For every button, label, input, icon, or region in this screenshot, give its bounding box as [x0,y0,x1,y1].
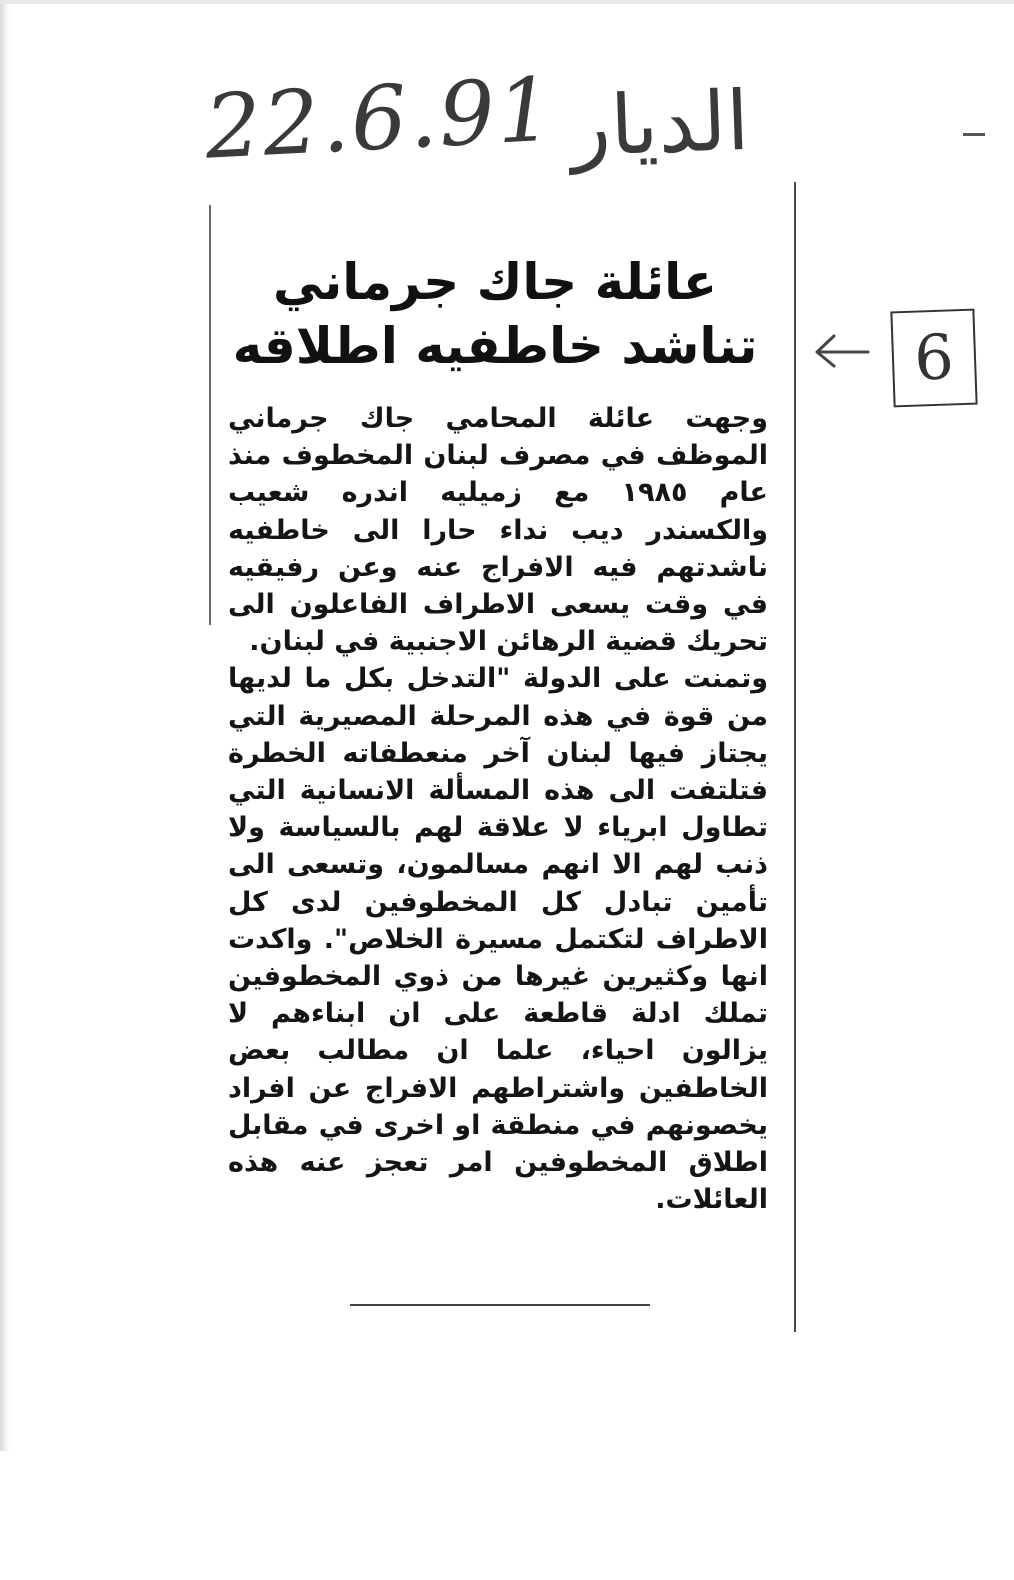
article-body [228,400,768,1580]
article-headline [230,250,760,390]
clipping-left-rule [209,205,211,625]
page-number-box [890,309,977,408]
handwritten-newspaper-name: الديار [569,73,751,176]
clipping-right-rule [794,182,796,1332]
page-number: 6 [912,320,955,395]
article-end-rule [350,1304,650,1306]
scan-edge-shadow [0,0,10,1451]
handwritten-date: 22.6.91 [202,57,558,179]
headline-line-2: تناشد خاطفيه اطلاقه [232,317,758,375]
headline-line-1: عائلة جاك جرماني [272,253,718,311]
article-paragraph-1: وجهت عائلة المحامي جاك جرماني الموظف في مصرف لبنان المخطوف منذ عام ١٩٨٥ مع زميليه اندره شعيب والكسندر ديب نداء حارا الى خاطفيه ناشدتهم فيه الافراج عنه وعن رفيقيه في وقت يسعى الاطراف الفاعلون الى تحريك قضية الرهائن الاجنبية في لبنان. [228,403,769,658]
handwritten-arrow-icon [812,330,870,370]
scan-top-edge [0,0,1014,4]
margin-tick-mark [963,133,985,136]
article-paragraph-2: وتمنت على الدولة "التدخل بكل ما لديها من قوة في هذه المرحلة المصيرية التي يجتاز فيها لبنان آخر منعطفاته الخطرة فتلتفت الى هذه المسألة الانسانية التي تطاول ابرياء لا علاقة لهم بالسياسة ولا ذنب لهم الا انهم مسالمون، وتسعى الى تأمين تبادل كل المخطوفين لدى كل الاطراف لتكتمل مسيرة الخلاص". واكدت انها وكثيرين غيرها من ذوي المخطوفين تملك ادلة قاطعة على ان ابناءهم لا يزالون احياء، علما ان مطالب بعض الخاطفين واشتراطهم الافراج عن افراد يخصونهم في منطقة او اخرى في مقابل اطلاق المخطوفين امر تعجز عنه هذه العائلات. [228,663,768,1216]
